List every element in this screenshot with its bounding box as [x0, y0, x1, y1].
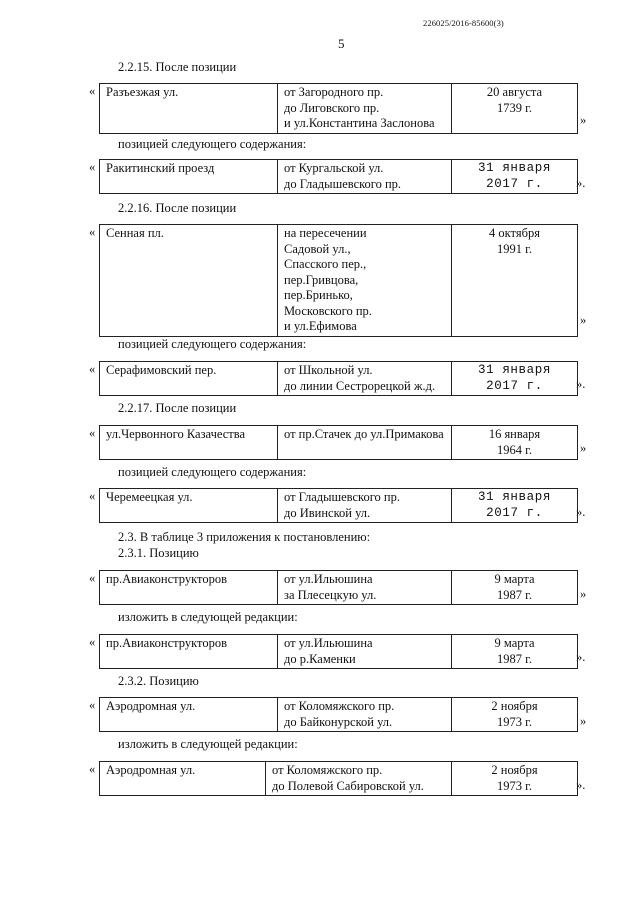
table-row: [100, 762, 578, 796]
close-quote: ».: [576, 650, 586, 664]
open-quote: «: [89, 84, 96, 98]
section-subheading: изложить в следующей редакции:: [118, 737, 298, 751]
page-number: 5: [338, 36, 345, 51]
street-name-cell: пр.Авиаконструкторов: [100, 635, 278, 669]
street-table-row-3: [99, 224, 578, 337]
table-row: [100, 225, 578, 337]
section-heading-2-3-2: 2.3.2. Позицию: [118, 674, 199, 688]
street-name-cell: Сенная пл.: [100, 225, 278, 337]
close-quote: »: [580, 113, 587, 127]
street-name-cell: ул.Червонного Казачества: [100, 426, 278, 460]
open-quote: «: [89, 571, 96, 585]
open-quote: «: [89, 160, 96, 174]
street-desc-cell: от Загородного пр. до Лиговского пр. и ул.Константина Заслонова: [278, 84, 452, 134]
close-quote: ».: [576, 778, 586, 792]
street-table-row-4: [99, 361, 578, 396]
table-row: [100, 426, 578, 460]
section-heading-2-3: 2.3. В таблице 3 приложения к постановлению:: [118, 530, 371, 544]
street-name-cell: Аэродромная ул.: [100, 762, 266, 796]
close-quote: »: [580, 313, 587, 327]
street-desc-cell: от Кургальской ул. до Гладышевского пр.: [278, 160, 452, 194]
section-subheading: позицией следующего содержания:: [118, 137, 307, 151]
date-cell: 2 ноября 1973 г.: [452, 762, 578, 796]
close-quote: »: [580, 587, 587, 601]
open-quote: «: [89, 225, 96, 239]
open-quote: «: [89, 362, 96, 376]
date-cell: 16 января 1964 г.: [452, 426, 578, 460]
street-name-cell: Черемеецкая ул.: [100, 489, 278, 523]
date-cell: 4 октября 1991 г.: [452, 225, 578, 337]
table-row: [100, 635, 578, 669]
open-quote: «: [89, 489, 96, 503]
street-table-row-10: [99, 761, 578, 796]
table-row: [100, 160, 578, 194]
date-cell: 9 марта 1987 г.: [452, 635, 578, 669]
street-desc-cell: от Школьной ул. до линии Сестрорецкой ж.д.: [278, 362, 452, 396]
open-quote: «: [89, 698, 96, 712]
open-quote: «: [89, 635, 96, 649]
street-name-cell: Разъезжая ул.: [100, 84, 278, 134]
close-quote: »: [580, 441, 587, 455]
street-table-row-7: [99, 570, 578, 605]
street-desc-cell: от Гладышевского пр. до Ивинской ул.: [278, 489, 452, 523]
street-desc-cell: на пересечении Садовой ул., Спасского пер., пер.Гривцова, пер.Бринько, Московского пр. и ул.Ефимова: [278, 225, 452, 337]
section-heading-2-2-17: 2.2.17. После позиции: [118, 401, 237, 415]
date-cell: 20 августа 1739 г.: [452, 84, 578, 134]
section-subheading: позицией следующего содержания:: [118, 337, 307, 351]
street-desc-cell: от Коломяжского пр. до Полевой Сабировской ул.: [266, 762, 452, 796]
street-desc-cell: от ул.Ильюшина за Плесецкую ул.: [278, 571, 452, 605]
street-desc-cell: от Коломяжского пр. до Байконурской ул.: [278, 698, 452, 732]
date-cell: 31 января 2017 г.: [452, 160, 578, 194]
close-quote: ».: [576, 505, 586, 519]
street-name-cell: Серафимовский пер.: [100, 362, 278, 396]
street-table-row-1: [99, 83, 578, 134]
close-quote: »: [580, 714, 587, 728]
section-subheading: позицией следующего содержания:: [118, 465, 307, 479]
date-cell: 31 января 2017 г.: [452, 362, 578, 396]
street-table-row-9: [99, 697, 578, 732]
street-name-cell: Ракитинский проезд: [100, 160, 278, 194]
table-row: [100, 84, 578, 134]
open-quote: «: [89, 762, 96, 776]
date-cell: 9 марта 1987 г.: [452, 571, 578, 605]
open-quote: «: [89, 426, 96, 440]
section-heading-2-2-15: 2.2.15. После позиции: [118, 60, 237, 74]
table-row: [100, 489, 578, 523]
street-table-row-2: [99, 159, 578, 194]
street-table-row-5: [99, 425, 578, 460]
section-subheading: изложить в следующей редакции:: [118, 610, 298, 624]
table-row: [100, 362, 578, 396]
table-row: [100, 571, 578, 605]
section-heading-2-3-1: 2.3.1. Позицию: [118, 546, 199, 560]
street-name-cell: пр.Авиаконструкторов: [100, 571, 278, 605]
date-cell: 2 ноября 1973 г.: [452, 698, 578, 732]
street-desc-cell: от пр.Стачек до ул.Примакова: [278, 426, 452, 460]
document-id: 226025/2016-85600(3): [423, 18, 504, 28]
street-table-row-8: [99, 634, 578, 669]
street-name-cell: Аэродромная ул.: [100, 698, 278, 732]
street-desc-cell: от ул.Ильюшина до р.Каменки: [278, 635, 452, 669]
street-table-row-6: [99, 488, 578, 523]
section-heading-2-2-16: 2.2.16. После позиции: [118, 201, 237, 215]
close-quote: ».: [576, 176, 586, 190]
table-row: [100, 698, 578, 732]
close-quote: ».: [576, 377, 586, 391]
date-cell: 31 января 2017 г.: [452, 489, 578, 523]
